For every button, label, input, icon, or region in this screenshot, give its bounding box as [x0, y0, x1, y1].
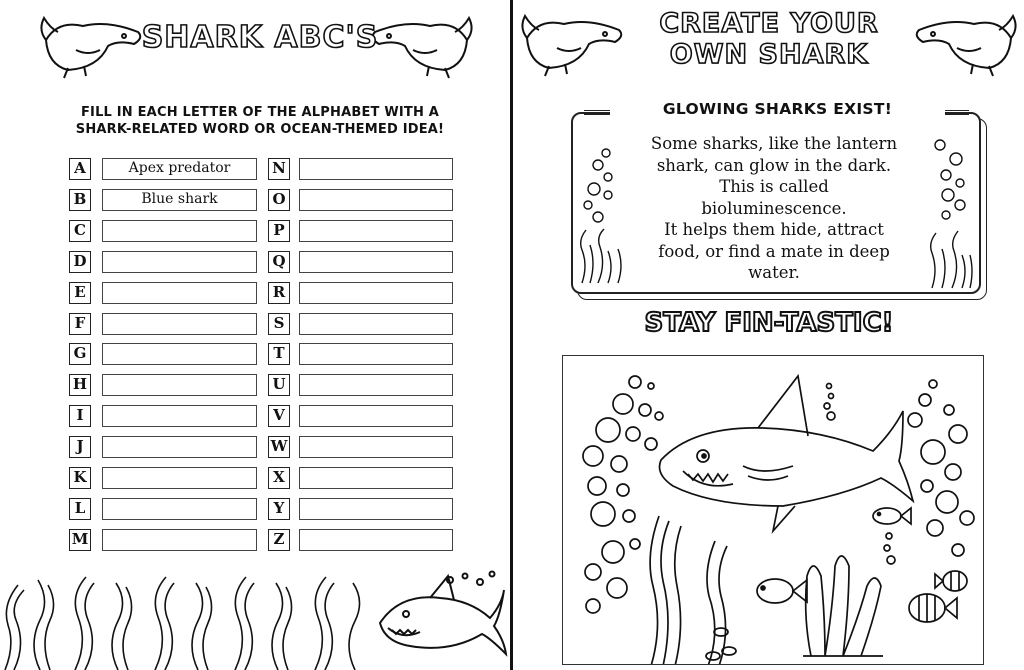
bubble-icon — [578, 145, 628, 285]
letter-box: O — [268, 189, 290, 211]
letter-box: V — [268, 405, 290, 427]
coloring-area[interactable] — [562, 355, 984, 665]
fact-text — [624, 133, 924, 284]
letter-box: N — [268, 158, 290, 180]
answer-field[interactable] — [299, 374, 453, 396]
answer-field[interactable] — [102, 282, 257, 304]
hammerhead-shark-icon — [38, 10, 148, 80]
fish-icon — [935, 571, 967, 591]
answer-field[interactable] — [102, 313, 257, 335]
answer-field[interactable] — [102, 343, 257, 365]
letter-box: I — [69, 405, 91, 427]
fact-line: It helps them hide, attract — [664, 220, 884, 239]
shark-icon — [660, 376, 914, 531]
letter-box: R — [268, 282, 290, 304]
hammerhead-shark-icon — [909, 8, 1019, 78]
letter-box: S — [268, 313, 290, 335]
letter-box: B — [69, 189, 91, 211]
letter-box: F — [69, 313, 91, 335]
fact-line: shark, can glow in the dark. — [656, 155, 892, 175]
letter-box: D — [69, 251, 91, 273]
slogan: STAY FIN-TASTIC! — [644, 308, 894, 338]
answer-field[interactable] — [299, 158, 453, 180]
fact-line: water. — [748, 263, 800, 282]
letter-box: X — [268, 467, 290, 489]
answer-field[interactable] — [102, 529, 257, 551]
right-page — [514, 0, 1024, 670]
answer-field[interactable] — [299, 436, 453, 458]
answer-field[interactable] — [102, 436, 257, 458]
fish-icon — [909, 594, 957, 622]
answer-field[interactable] — [299, 498, 453, 520]
letter-box: Y — [268, 498, 290, 520]
fact-line: This is called — [719, 177, 829, 196]
letter-box: E — [69, 282, 91, 304]
answer-field[interactable] — [102, 251, 257, 273]
answer-field[interactable] — [299, 467, 453, 489]
fact-heading: GLOWING SHARKS EXIST! — [610, 100, 945, 118]
answer-field[interactable] — [299, 313, 453, 335]
answer-field[interactable] — [102, 405, 257, 427]
hammerhead-shark-icon — [519, 8, 629, 78]
letter-box: M — [69, 529, 91, 551]
letter-box: G — [69, 343, 91, 365]
answer-field[interactable]: Apex predator — [102, 158, 257, 180]
letter-box: P — [268, 220, 290, 242]
left-page — [0, 0, 510, 670]
answer-field[interactable] — [102, 498, 257, 520]
fish-icon — [873, 508, 911, 524]
letter-box: C — [69, 220, 91, 242]
instruction-text: FILL IN EACH LETTER OF THE ALPHABET WITH A SHARK-RELATED WORD OR OCEAN-THEMED IDEA! — [75, 105, 445, 137]
letter-box: Q — [268, 251, 290, 273]
letter-box: H — [69, 374, 91, 396]
letter-box: U — [268, 374, 290, 396]
letter-box: Z — [268, 529, 290, 551]
bubble-icon — [926, 135, 976, 290]
shark-icon — [370, 568, 510, 668]
answer-field[interactable] — [299, 282, 453, 304]
fact-line: Some sharks, like the lantern — [650, 134, 898, 153]
answer-field[interactable]: Blue shark — [102, 189, 257, 211]
answer-field[interactable] — [102, 467, 257, 489]
fish-icon — [757, 579, 807, 603]
answer-field[interactable] — [299, 343, 453, 365]
answer-field[interactable] — [299, 529, 453, 551]
answer-field[interactable] — [102, 374, 257, 396]
page-title — [654, 8, 884, 70]
answer-field[interactable] — [299, 405, 453, 427]
answer-field[interactable] — [102, 220, 257, 242]
fact-line: bioluminescence. — [701, 198, 847, 218]
answer-field[interactable] — [299, 251, 453, 273]
letter-box: L — [69, 498, 91, 520]
letter-box: W — [268, 436, 290, 458]
page-divider — [510, 0, 513, 670]
answer-field[interactable] — [299, 189, 453, 211]
letter-box: K — [69, 467, 91, 489]
title-line-2: OWN SHARK — [669, 39, 869, 70]
letter-box: A — [69, 158, 91, 180]
answer-field[interactable] — [299, 220, 453, 242]
letter-box: T — [268, 343, 290, 365]
title-line-1: CREATE YOUR — [659, 8, 879, 39]
fact-line: food, or find a mate in deep — [658, 241, 890, 261]
letter-box: J — [69, 436, 91, 458]
hammerhead-shark-icon — [365, 10, 475, 80]
page-title: SHARK ABC'S — [141, 20, 379, 55]
coloring-scene — [563, 356, 984, 665]
